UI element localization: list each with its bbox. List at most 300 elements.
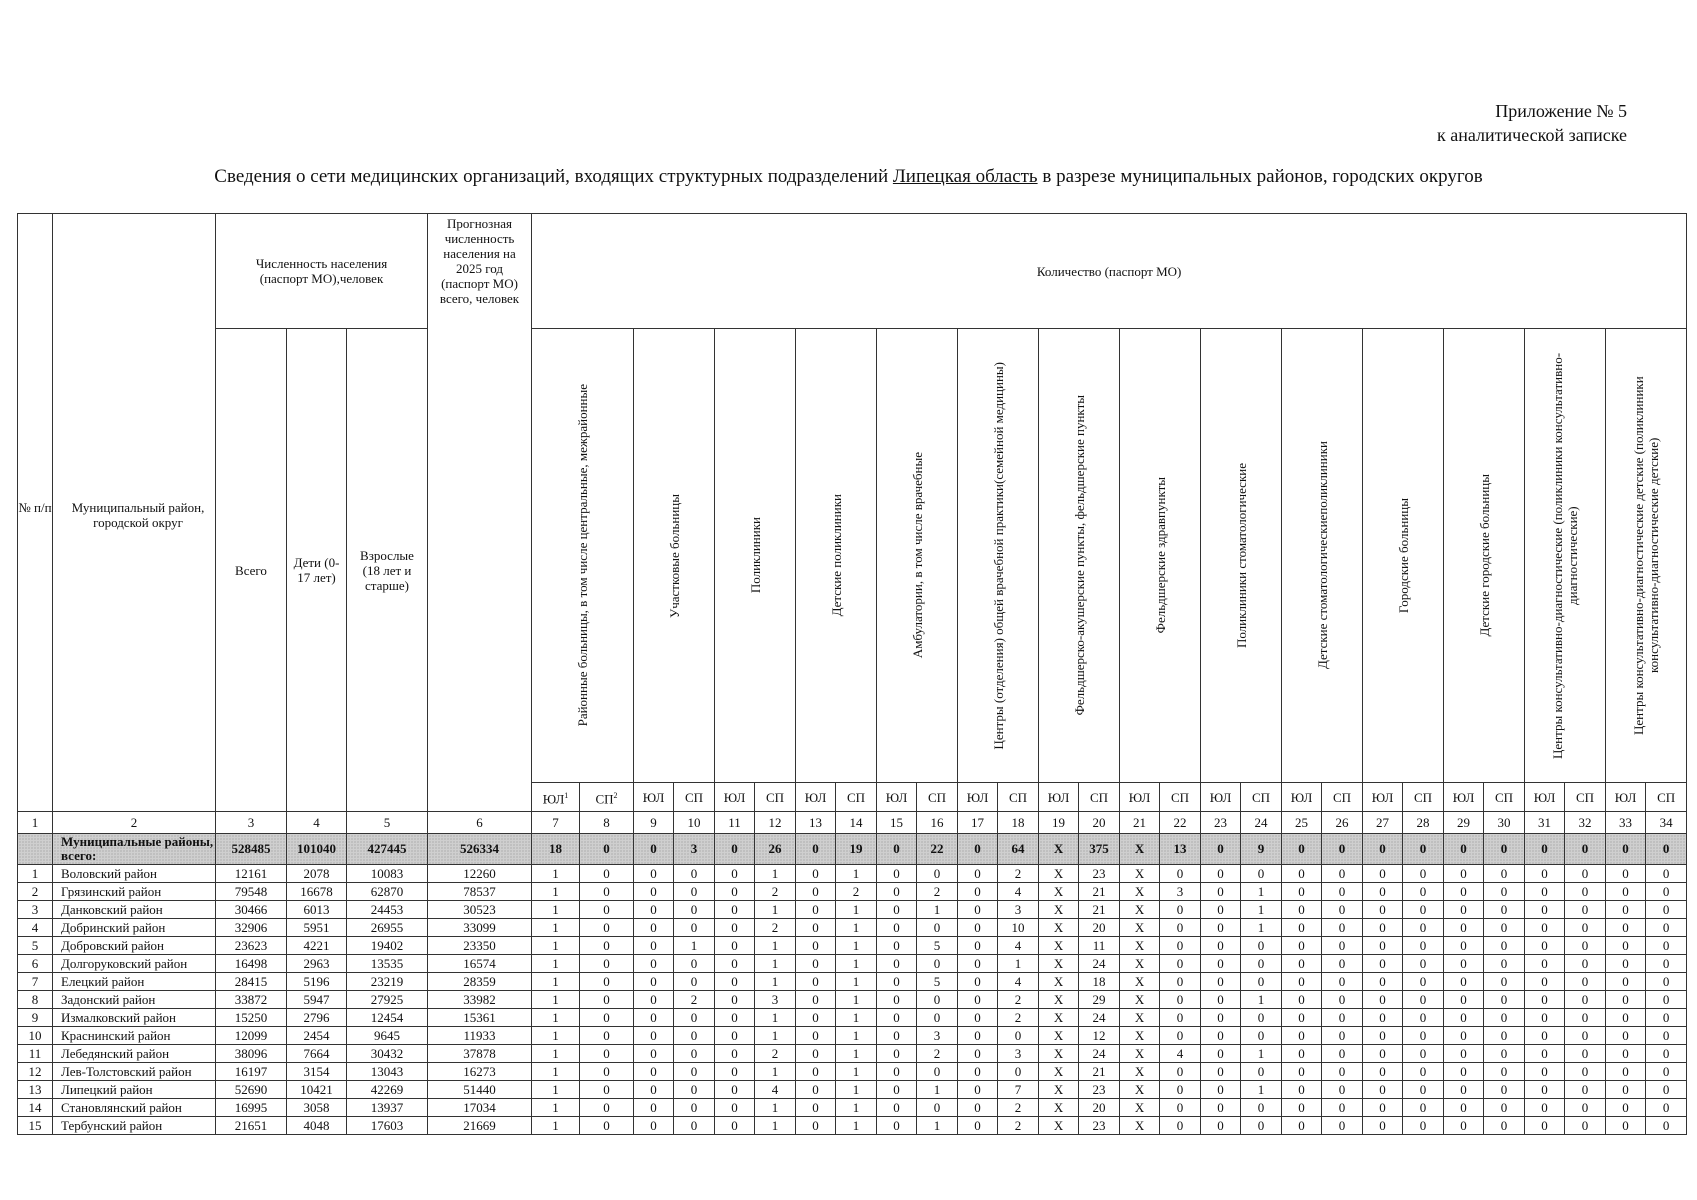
row-number: 10 xyxy=(18,1027,53,1045)
column-number: 7 xyxy=(532,812,580,834)
column-number: 13 xyxy=(796,812,836,834)
row-number: 12 xyxy=(18,1063,53,1081)
value-cell: 0 xyxy=(1322,1045,1363,1063)
value-cell: 0 xyxy=(634,919,674,937)
value-cell: 0 xyxy=(877,955,917,973)
value-cell: 0 xyxy=(580,919,634,937)
value-cell: 0 xyxy=(1444,973,1484,991)
value-cell: 0 xyxy=(1363,1027,1403,1045)
value-cell: 13535 xyxy=(347,955,428,973)
row-number: 4 xyxy=(18,919,53,937)
value-cell: 0 xyxy=(715,1045,755,1063)
header-pop-total: Всего xyxy=(216,329,287,812)
row-number: 6 xyxy=(18,955,53,973)
value-cell: 0 xyxy=(715,1099,755,1117)
header-yul: ЮЛ xyxy=(715,783,755,812)
table-row xyxy=(18,955,1687,973)
value-cell: 0 xyxy=(1282,973,1322,991)
value-cell: 0 xyxy=(1201,973,1241,991)
value-cell: 16197 xyxy=(216,1063,287,1081)
value-cell: 0 xyxy=(958,883,998,901)
total-value-cell: 0 xyxy=(1201,834,1241,865)
value-cell: 0 xyxy=(1606,919,1646,937)
row-number: 14 xyxy=(18,1099,53,1117)
value-cell: 0 xyxy=(1282,919,1322,937)
value-cell: 0 xyxy=(1525,1081,1565,1099)
district-name: Тербунский район xyxy=(53,1117,216,1135)
value-cell: 0 xyxy=(958,1063,998,1081)
value-cell: 0 xyxy=(958,1117,998,1135)
value-cell: 0 xyxy=(1606,1081,1646,1099)
header-sp: СП xyxy=(1322,783,1363,812)
value-cell: 0 xyxy=(1322,973,1363,991)
value-cell: 0 xyxy=(634,1063,674,1081)
header-category: Городские больницы xyxy=(1363,329,1444,783)
header-yul: ЮЛ xyxy=(796,783,836,812)
value-cell: 3058 xyxy=(287,1099,347,1117)
value-cell: 0 xyxy=(1403,991,1444,1009)
table-row xyxy=(18,883,1687,901)
header-column-numbers xyxy=(18,812,1687,834)
value-cell: 0 xyxy=(1322,865,1363,883)
value-cell: 0 xyxy=(1444,1009,1484,1027)
value-cell: 1 xyxy=(755,865,796,883)
value-cell: 17034 xyxy=(428,1099,532,1117)
value-cell: 0 xyxy=(1444,901,1484,919)
value-cell: 0 xyxy=(1484,865,1525,883)
district-name: Грязинский район xyxy=(53,883,216,901)
value-cell: 10421 xyxy=(287,1081,347,1099)
row-number: 3 xyxy=(18,901,53,919)
header-category: Фельдшерско-акушерские пункты, фельдшерские пункты xyxy=(1039,329,1120,783)
value-cell: 0 xyxy=(674,865,715,883)
header-yul: ЮЛ xyxy=(1525,783,1565,812)
value-cell: 0 xyxy=(715,973,755,991)
value-cell: 0 xyxy=(715,1009,755,1027)
value-cell: 0 xyxy=(1444,1027,1484,1045)
value-cell: 0 xyxy=(1403,973,1444,991)
value-cell: 0 xyxy=(1403,901,1444,919)
value-cell: 1 xyxy=(532,1063,580,1081)
value-cell: X xyxy=(1039,991,1079,1009)
value-cell: 1 xyxy=(755,1099,796,1117)
value-cell: 0 xyxy=(958,1045,998,1063)
value-cell: 0 xyxy=(1606,865,1646,883)
header-sp: СП xyxy=(1241,783,1282,812)
value-cell: X xyxy=(1039,865,1079,883)
value-cell: 1 xyxy=(836,991,877,1009)
value-cell: 0 xyxy=(1282,1045,1322,1063)
value-cell: 0 xyxy=(1484,1063,1525,1081)
value-cell: 0 xyxy=(634,865,674,883)
value-cell: 0 xyxy=(796,883,836,901)
value-cell: 0 xyxy=(1322,1063,1363,1081)
value-cell: 0 xyxy=(796,1099,836,1117)
value-cell: 0 xyxy=(1322,1009,1363,1027)
value-cell: 1 xyxy=(532,865,580,883)
value-cell: 0 xyxy=(580,955,634,973)
value-cell: 30432 xyxy=(347,1045,428,1063)
column-number: 2 xyxy=(53,812,216,834)
value-cell: 0 xyxy=(877,883,917,901)
value-cell: 0 xyxy=(580,1009,634,1027)
value-cell: 0 xyxy=(1484,973,1525,991)
value-cell: 0 xyxy=(580,1117,634,1135)
value-cell: 0 xyxy=(1484,991,1525,1009)
total-value-cell: 0 xyxy=(1363,834,1403,865)
value-cell: 1 xyxy=(917,901,958,919)
value-cell: 0 xyxy=(1282,1063,1322,1081)
appendix-line-1: Приложение № 5 xyxy=(1495,101,1627,121)
value-cell: 0 xyxy=(674,919,715,937)
value-cell: 0 xyxy=(1606,1045,1646,1063)
value-cell: 0 xyxy=(674,1099,715,1117)
value-cell: X xyxy=(1120,1045,1160,1063)
value-cell: 0 xyxy=(580,937,634,955)
column-number: 20 xyxy=(1079,812,1120,834)
value-cell: 3 xyxy=(998,901,1039,919)
value-cell: 0 xyxy=(1201,991,1241,1009)
value-cell: 0 xyxy=(796,991,836,1009)
value-cell: X xyxy=(1039,1081,1079,1099)
value-cell: 23 xyxy=(1079,1081,1120,1099)
row-number: 15 xyxy=(18,1117,53,1135)
value-cell: 0 xyxy=(580,901,634,919)
value-cell: 0 xyxy=(1160,919,1201,937)
value-cell: 7664 xyxy=(287,1045,347,1063)
value-cell: 0 xyxy=(958,919,998,937)
value-cell: 0 xyxy=(580,1045,634,1063)
value-cell: 0 xyxy=(1160,1099,1201,1117)
total-value-cell: X xyxy=(1120,834,1160,865)
value-cell: 33982 xyxy=(428,991,532,1009)
district-name: Долгоруковский район xyxy=(53,955,216,973)
value-cell: 38096 xyxy=(216,1045,287,1063)
value-cell: 0 xyxy=(1646,937,1687,955)
value-cell: 0 xyxy=(1403,1027,1444,1045)
value-cell: 0 xyxy=(1363,955,1403,973)
total-value-cell: 0 xyxy=(958,834,998,865)
value-cell: 0 xyxy=(796,901,836,919)
column-number: 27 xyxy=(1363,812,1403,834)
value-cell: 1 xyxy=(755,937,796,955)
value-cell: 0 xyxy=(1403,1117,1444,1135)
row-number: 13 xyxy=(18,1081,53,1099)
value-cell: 0 xyxy=(877,1099,917,1117)
total-value-cell: 0 xyxy=(796,834,836,865)
header-sp: СП xyxy=(1646,783,1687,812)
column-number: 23 xyxy=(1201,812,1241,834)
header-yul: ЮЛ xyxy=(958,783,998,812)
value-cell: 2 xyxy=(836,883,877,901)
header-sp: СП xyxy=(1079,783,1120,812)
value-cell: X xyxy=(1120,919,1160,937)
total-value-cell: 0 xyxy=(1565,834,1606,865)
value-cell: 0 xyxy=(877,973,917,991)
value-cell: 52690 xyxy=(216,1081,287,1099)
value-cell: 0 xyxy=(1646,1063,1687,1081)
value-cell: X xyxy=(1120,901,1160,919)
value-cell: 0 xyxy=(1646,1045,1687,1063)
value-cell: 33872 xyxy=(216,991,287,1009)
value-cell: 79548 xyxy=(216,883,287,901)
value-cell: 0 xyxy=(1444,1117,1484,1135)
value-cell: 21 xyxy=(1079,901,1120,919)
value-cell: 1 xyxy=(1241,883,1282,901)
value-cell: 30466 xyxy=(216,901,287,919)
value-cell: 0 xyxy=(634,937,674,955)
column-number: 10 xyxy=(674,812,715,834)
value-cell: 11933 xyxy=(428,1027,532,1045)
total-value-cell: 0 xyxy=(877,834,917,865)
value-cell: 0 xyxy=(1282,883,1322,901)
value-cell: 1 xyxy=(836,1027,877,1045)
value-cell: 1 xyxy=(836,955,877,973)
header-category: Центры (отделения) общей врачебной практики(семейной медицины) xyxy=(958,329,1039,783)
value-cell: 17603 xyxy=(347,1117,428,1135)
value-cell: 0 xyxy=(1565,1099,1606,1117)
value-cell: 1 xyxy=(532,1009,580,1027)
value-cell: 0 xyxy=(1282,1081,1322,1099)
value-cell: X xyxy=(1039,955,1079,973)
value-cell: X xyxy=(1120,973,1160,991)
value-cell: 0 xyxy=(1444,883,1484,901)
value-cell: 0 xyxy=(917,955,958,973)
value-cell: 0 xyxy=(580,1063,634,1081)
district-name: Становлянский район xyxy=(53,1099,216,1117)
value-cell: 0 xyxy=(917,1099,958,1117)
value-cell: 5951 xyxy=(287,919,347,937)
value-cell: X xyxy=(1120,1099,1160,1117)
value-cell: 0 xyxy=(1565,955,1606,973)
value-cell: 1 xyxy=(1241,919,1282,937)
value-cell: 0 xyxy=(1201,901,1241,919)
column-number: 1 xyxy=(18,812,53,834)
value-cell: 0 xyxy=(1525,937,1565,955)
value-cell: 0 xyxy=(1201,919,1241,937)
value-cell: 0 xyxy=(1565,901,1606,919)
header-sp: СП xyxy=(917,783,958,812)
value-cell: 0 xyxy=(958,865,998,883)
value-cell: 0 xyxy=(998,1063,1039,1081)
value-cell: 0 xyxy=(634,1081,674,1099)
value-cell: 28415 xyxy=(216,973,287,991)
total-value-cell: 0 xyxy=(1646,834,1687,865)
value-cell: 0 xyxy=(1444,1063,1484,1081)
value-cell: 0 xyxy=(1403,1045,1444,1063)
column-number: 24 xyxy=(1241,812,1282,834)
total-value-cell: 427445 xyxy=(347,834,428,865)
table-row xyxy=(18,901,1687,919)
value-cell: 0 xyxy=(1525,991,1565,1009)
value-cell: 2 xyxy=(674,991,715,1009)
value-cell: 0 xyxy=(715,865,755,883)
value-cell: 4 xyxy=(1160,1045,1201,1063)
value-cell: 0 xyxy=(1201,937,1241,955)
total-num-cell xyxy=(18,834,53,865)
value-cell: 20 xyxy=(1079,1099,1120,1117)
value-cell: 4 xyxy=(755,1081,796,1099)
value-cell: X xyxy=(1039,1009,1079,1027)
value-cell: 1 xyxy=(917,1081,958,1099)
value-cell: 0 xyxy=(1606,973,1646,991)
value-cell: 0 xyxy=(634,901,674,919)
value-cell: 21651 xyxy=(216,1117,287,1135)
total-value-cell: 3 xyxy=(674,834,715,865)
header-category: Поликлиники стоматологические xyxy=(1201,329,1282,783)
value-cell: 0 xyxy=(1565,1063,1606,1081)
value-cell: 0 xyxy=(1160,901,1201,919)
value-cell: 0 xyxy=(1322,1027,1363,1045)
value-cell: 1 xyxy=(755,1027,796,1045)
value-cell: 12454 xyxy=(347,1009,428,1027)
header-category: Детские стоматологическиеполиклиники xyxy=(1282,329,1363,783)
header-yul: ЮЛ xyxy=(1606,783,1646,812)
value-cell: 0 xyxy=(580,1027,634,1045)
value-cell: 1 xyxy=(836,919,877,937)
header-category: Фельдшерские здравпункты xyxy=(1120,329,1201,783)
value-cell: 1 xyxy=(1241,1045,1282,1063)
value-cell: 0 xyxy=(1484,919,1525,937)
row-number: 9 xyxy=(18,1009,53,1027)
value-cell: 0 xyxy=(1241,1063,1282,1081)
district-name: Липецкий район xyxy=(53,1081,216,1099)
value-cell: 0 xyxy=(1565,883,1606,901)
value-cell: 0 xyxy=(1525,1045,1565,1063)
total-value-cell: 64 xyxy=(998,834,1039,865)
table-row xyxy=(18,1081,1687,1099)
value-cell: 0 xyxy=(1282,1009,1322,1027)
value-cell: 16273 xyxy=(428,1063,532,1081)
value-cell: 0 xyxy=(1363,1009,1403,1027)
header-category: Детские городские больницы xyxy=(1444,329,1525,783)
value-cell: 27925 xyxy=(347,991,428,1009)
value-cell: 12099 xyxy=(216,1027,287,1045)
value-cell: 16995 xyxy=(216,1099,287,1117)
value-cell: 0 xyxy=(796,1063,836,1081)
value-cell: 5947 xyxy=(287,991,347,1009)
column-number: 3 xyxy=(216,812,287,834)
value-cell: 0 xyxy=(1322,1099,1363,1117)
value-cell: 0 xyxy=(1322,937,1363,955)
value-cell: 0 xyxy=(634,955,674,973)
value-cell: 1 xyxy=(755,901,796,919)
value-cell: 0 xyxy=(1606,955,1646,973)
header-yul: ЮЛ xyxy=(1444,783,1484,812)
value-cell: 2 xyxy=(998,1117,1039,1135)
value-cell: 21669 xyxy=(428,1117,532,1135)
value-cell: 1 xyxy=(532,973,580,991)
header-category: Центры консультативно-диагностические детские (поликлиники консультативно-диагностические детские) xyxy=(1606,329,1687,783)
value-cell: 0 xyxy=(715,883,755,901)
value-cell: 0 xyxy=(1484,1009,1525,1027)
total-value-cell: 0 xyxy=(715,834,755,865)
value-cell: 0 xyxy=(958,937,998,955)
value-cell: 5 xyxy=(917,937,958,955)
value-cell: 0 xyxy=(1565,1117,1606,1135)
value-cell: 0 xyxy=(1606,1009,1646,1027)
value-cell: 0 xyxy=(1646,901,1687,919)
column-number: 17 xyxy=(958,812,998,834)
value-cell: X xyxy=(1120,1027,1160,1045)
value-cell: 62870 xyxy=(347,883,428,901)
value-cell: 0 xyxy=(1403,883,1444,901)
value-cell: 0 xyxy=(1646,1099,1687,1117)
value-cell: 0 xyxy=(1565,1081,1606,1099)
value-cell: 0 xyxy=(1484,1081,1525,1099)
value-cell: 0 xyxy=(1241,937,1282,955)
value-cell: 1 xyxy=(836,1009,877,1027)
value-cell: 0 xyxy=(877,1063,917,1081)
value-cell: 0 xyxy=(796,919,836,937)
total-value-cell: 526334 xyxy=(428,834,532,865)
column-number: 34 xyxy=(1646,812,1687,834)
total-value-cell: 0 xyxy=(1282,834,1322,865)
value-cell: 15250 xyxy=(216,1009,287,1027)
value-cell: 0 xyxy=(796,1117,836,1135)
value-cell: 0 xyxy=(674,901,715,919)
value-cell: 2 xyxy=(755,919,796,937)
value-cell: 0 xyxy=(634,883,674,901)
value-cell: 0 xyxy=(1444,937,1484,955)
value-cell: X xyxy=(1120,865,1160,883)
header-yul: ЮЛ xyxy=(1201,783,1241,812)
value-cell: 0 xyxy=(1484,955,1525,973)
value-cell: 24 xyxy=(1079,1009,1120,1027)
value-cell: 1 xyxy=(755,973,796,991)
column-number: 21 xyxy=(1120,812,1160,834)
total-value-cell: 0 xyxy=(1606,834,1646,865)
value-cell: 0 xyxy=(715,919,755,937)
value-cell: 0 xyxy=(1322,1117,1363,1135)
value-cell: 0 xyxy=(958,901,998,919)
column-number: 16 xyxy=(917,812,958,834)
value-cell: 0 xyxy=(1363,919,1403,937)
value-cell: 15361 xyxy=(428,1009,532,1027)
value-cell: 23 xyxy=(1079,865,1120,883)
appendix-note xyxy=(1437,99,1627,147)
value-cell: 0 xyxy=(877,865,917,883)
value-cell: 0 xyxy=(877,1081,917,1099)
row-number: 5 xyxy=(18,937,53,955)
header-yul: ЮЛ xyxy=(1363,783,1403,812)
value-cell: 78537 xyxy=(428,883,532,901)
total-value-cell: 101040 xyxy=(287,834,347,865)
value-cell: 0 xyxy=(715,1063,755,1081)
header-sp: СП xyxy=(1160,783,1201,812)
value-cell: 12 xyxy=(1079,1027,1120,1045)
header-category: Детские поликлиники xyxy=(796,329,877,783)
value-cell: 0 xyxy=(1201,1009,1241,1027)
value-cell: 0 xyxy=(1403,1081,1444,1099)
value-cell: 0 xyxy=(917,1009,958,1027)
table-row xyxy=(18,973,1687,991)
value-cell: 2078 xyxy=(287,865,347,883)
column-number: 9 xyxy=(634,812,674,834)
table-row xyxy=(18,1099,1687,1117)
value-cell: 6013 xyxy=(287,901,347,919)
value-cell: 10 xyxy=(998,919,1039,937)
value-cell: 0 xyxy=(958,1009,998,1027)
header-category: Центры консультативно-диагностические (поликлиники консультативно-диагностические) xyxy=(1525,329,1606,783)
value-cell: 0 xyxy=(1403,1063,1444,1081)
column-number: 25 xyxy=(1282,812,1322,834)
value-cell: 0 xyxy=(1160,955,1201,973)
value-cell: 0 xyxy=(674,1009,715,1027)
value-cell: 1 xyxy=(532,883,580,901)
column-number: 30 xyxy=(1484,812,1525,834)
value-cell: 0 xyxy=(634,1099,674,1117)
